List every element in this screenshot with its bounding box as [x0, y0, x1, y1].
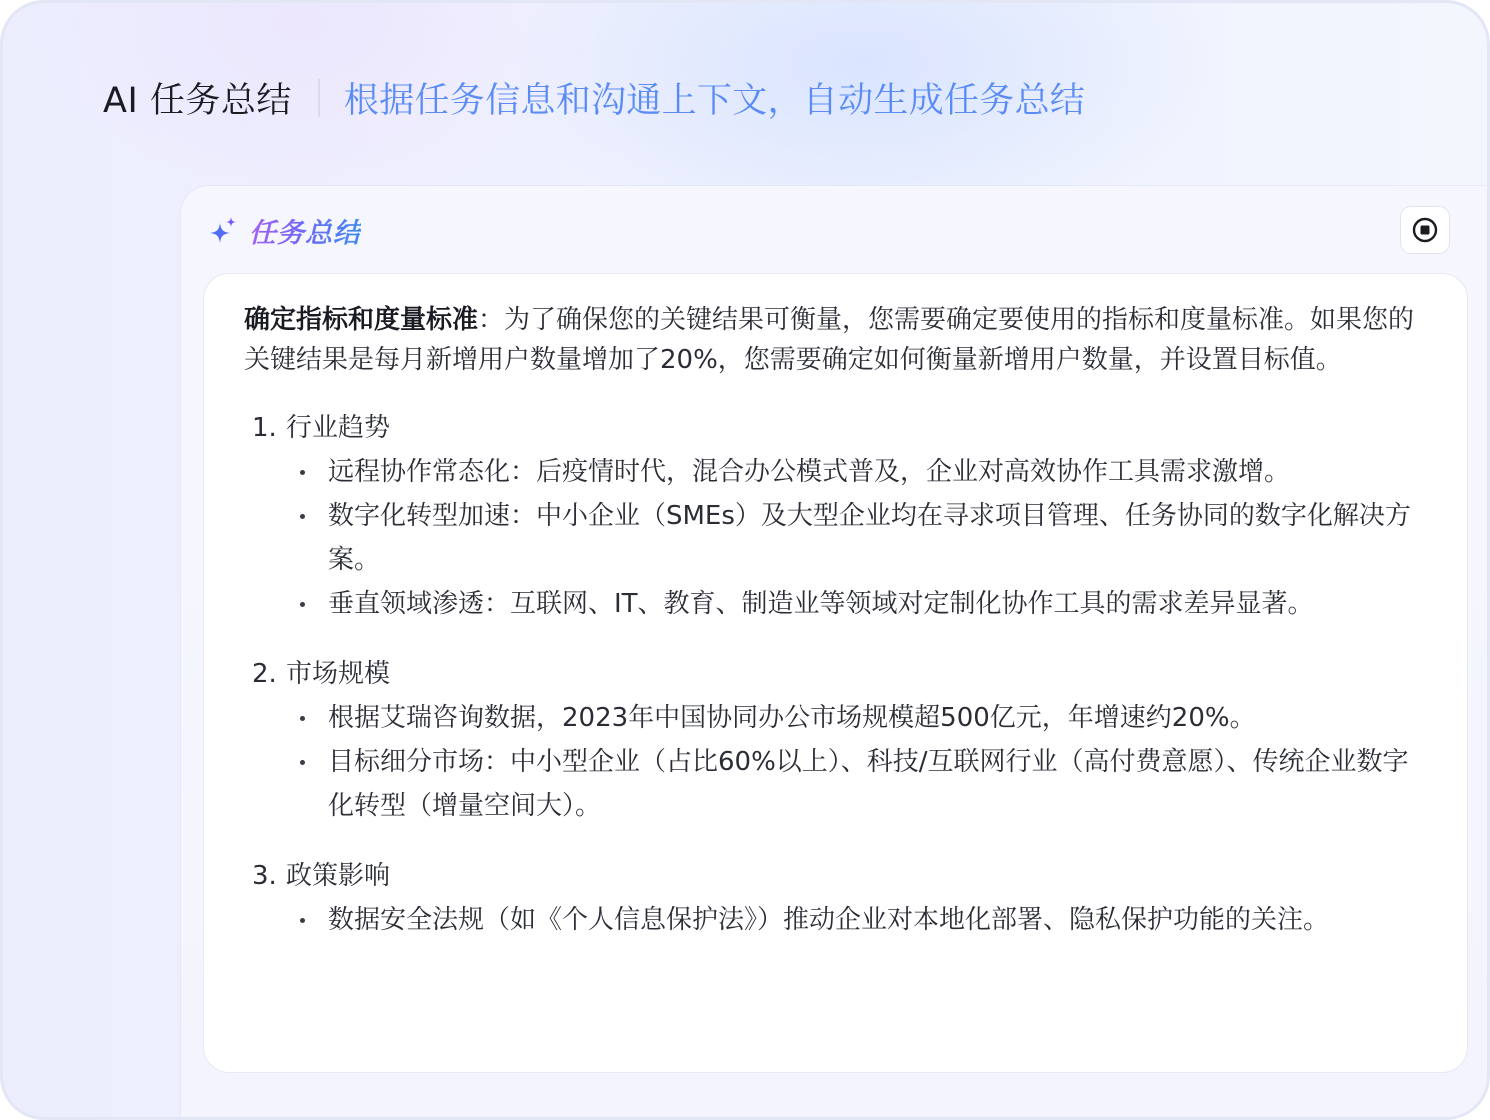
section-title: 市场规模 — [286, 659, 391, 689]
summary-panel — [181, 186, 1490, 1120]
summary-content — [203, 273, 1468, 1073]
stop-icon — [1411, 216, 1439, 244]
bullet-item: 目标细分市场：中小型企业（占比60%以上）、科技/互联网行业（高付费意愿）、传统企业数字化转型（增量空间大）。 — [294, 740, 1429, 828]
intro-text: ：为了确保您的关键结果可衡量，您需要确定要使用的指标和度量标准。如果您的关键结果是每月新增用户数量增加了20%，您需要确定如何衡量新增用户数量，并设置目标值。 — [244, 305, 1415, 375]
section-list — [244, 406, 1429, 942]
bullet-item: 数据安全法规（如《个人信息保护法》）推动企业对本地化部署、隐私保护功能的关注。 — [294, 898, 1429, 942]
section-heading — [244, 854, 1429, 898]
section-heading — [244, 406, 1429, 450]
bullet-list — [244, 450, 1429, 626]
stop-generation-button[interactable] — [1400, 206, 1450, 254]
intro-heading: 确定指标和度量标准 — [244, 305, 479, 335]
section-title: 政策影响 — [286, 861, 391, 891]
section-heading — [244, 652, 1429, 696]
bullet-item: 根据艾瑞咨询数据，2023年中国协同办公市场规模超500亿元，年增速约20%。 — [294, 696, 1429, 740]
page-title: AI 任务总结 — [103, 81, 292, 121]
sparkle-icon — [209, 215, 239, 245]
section-item — [244, 854, 1429, 942]
header-divider — [318, 79, 320, 117]
intro-paragraph — [244, 300, 1429, 380]
bullet-item: 远程协作常态化：后疫情时代，混合办公模式普及，企业对高效协作工具需求激增。 — [294, 450, 1429, 494]
bullet-list — [244, 898, 1429, 942]
section-item — [244, 406, 1429, 626]
section-number: 2. — [252, 659, 277, 689]
bullet-item: 数字化转型加速：中小企业（SMEs）及大型企业均在寻求项目管理、任务协同的数字化解决方案。 — [294, 494, 1429, 582]
section-number: 1. — [252, 413, 277, 443]
panel-header — [209, 210, 361, 250]
bullet-list — [244, 696, 1429, 828]
section-item — [244, 652, 1429, 828]
bullet-item: 垂直领域渗透：互联网、IT、教育、制造业等领域对定制化协作工具的需求差异显著。 — [294, 582, 1429, 626]
page-subtitle: 根据任务信息和沟通上下文，自动生成任务总结 — [343, 81, 1086, 121]
page-header — [103, 73, 1085, 123]
panel-title: 任务总结 — [249, 211, 361, 250]
section-number: 3. — [252, 861, 277, 891]
section-title: 行业趋势 — [286, 413, 391, 443]
